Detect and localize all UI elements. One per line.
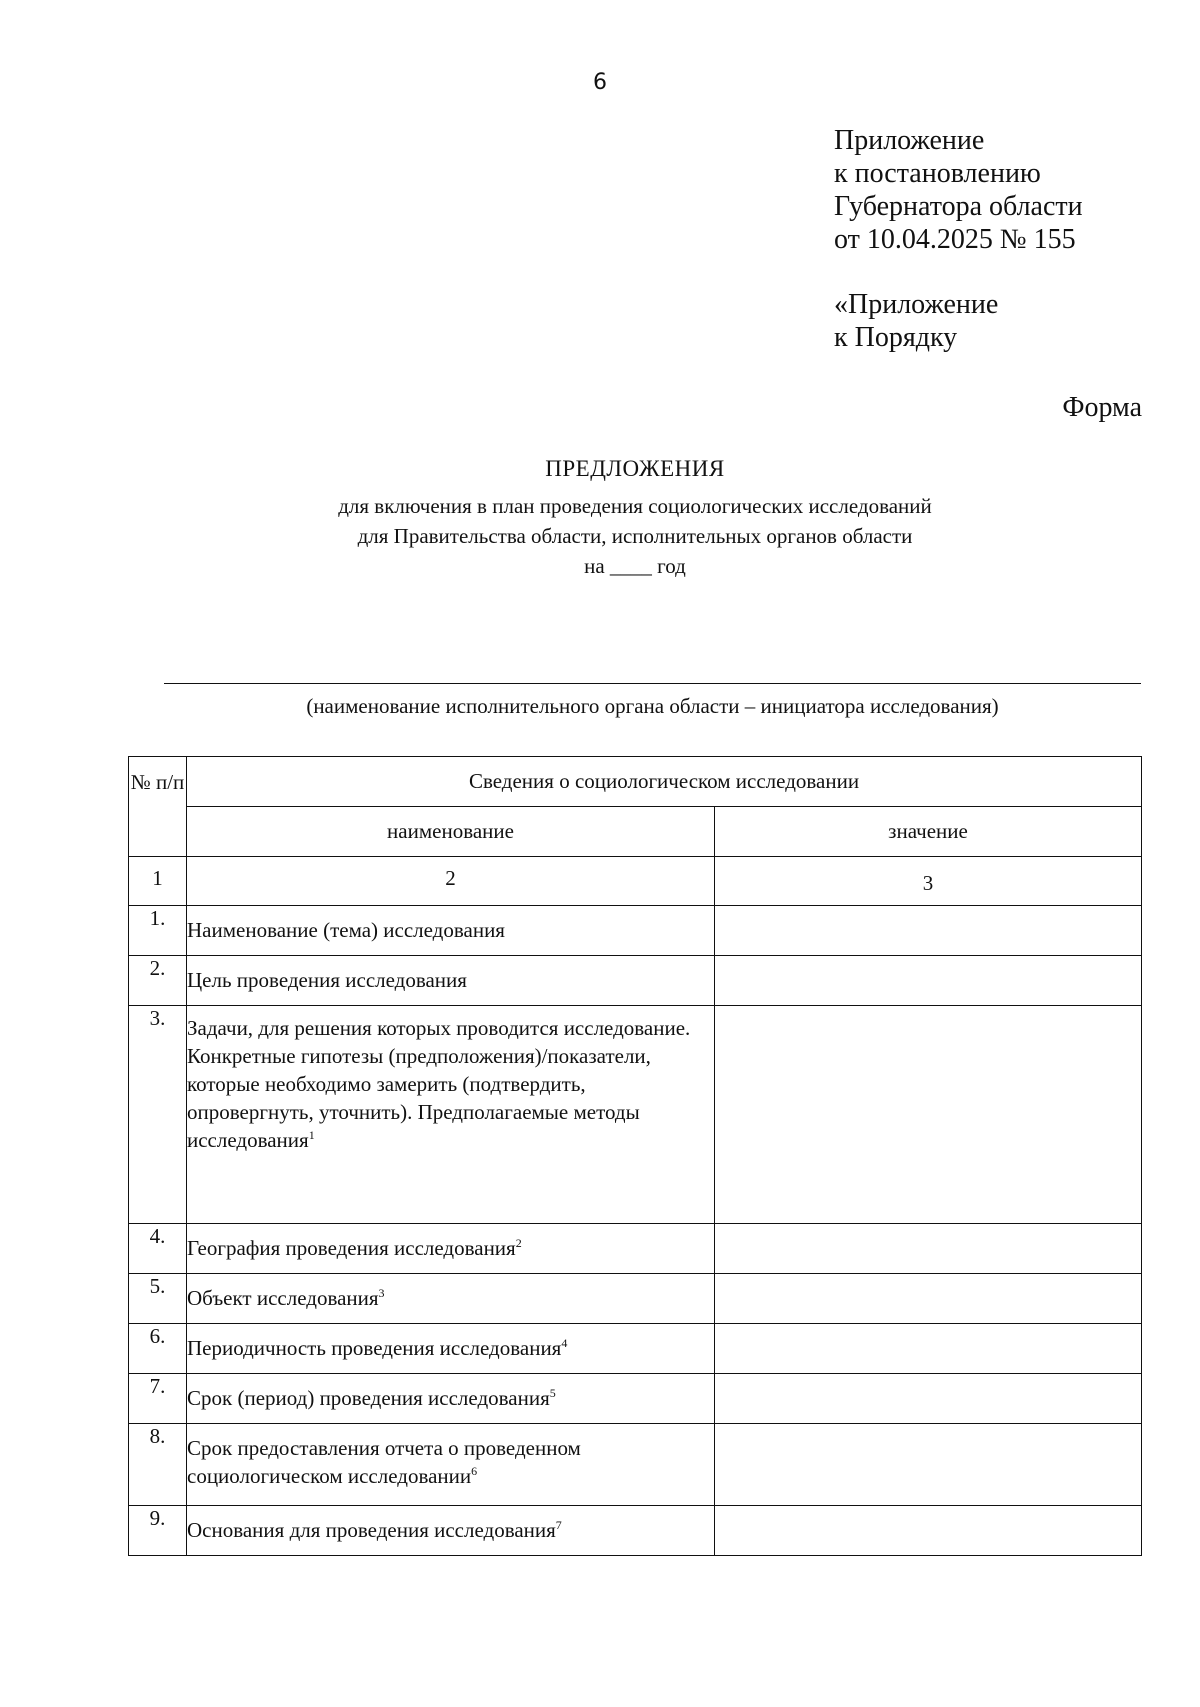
row-label: География проведения исследования$^2$ — [187, 1224, 715, 1274]
document-subtitle — [0, 491, 1200, 581]
table-row — [129, 1224, 1142, 1274]
approval-line: к постановлению — [834, 158, 1041, 189]
subtitle-line: для Правительства области, исполнительных органов области — [357, 524, 913, 548]
row-label: Задачи, для решения которых проводится исследование. Конкретные гипотезы (предположения)/показатели, которые необходимо замерить (подтвердить, опровергнуть, уточнить). Предполагаемые методы исследования$^1$ — [187, 1006, 715, 1224]
index-cell: 1 — [129, 857, 187, 906]
row-number: 4. — [129, 1224, 187, 1274]
page-number: 6 — [593, 70, 607, 95]
table-row — [129, 1324, 1142, 1374]
table-row — [129, 906, 1142, 956]
row-value[interactable] — [715, 1324, 1142, 1374]
footnote-marker: 1 — [308, 1128, 315, 1142]
row-number: 7. — [129, 1374, 187, 1424]
footnote-marker: 7 — [555, 1518, 562, 1532]
row-label: Наименование (тема) исследования — [187, 906, 715, 956]
footnote-marker: 6 — [471, 1464, 478, 1478]
table-row — [129, 1006, 1142, 1224]
row-value[interactable] — [715, 1224, 1142, 1274]
row-value[interactable] — [715, 906, 1142, 956]
row-label: Срок предоставления отчета о проведенном социологическом исследовании$^6$ — [187, 1424, 715, 1506]
index-cell: 2 — [187, 857, 715, 906]
row-number: 9. — [129, 1506, 187, 1556]
row-number: 3. — [129, 1006, 187, 1224]
header-name: наименование — [187, 807, 715, 857]
footnote-marker: 5 — [549, 1386, 556, 1400]
form-label: Форма — [1062, 392, 1142, 423]
header-group: Сведения о социологическом исследовании — [187, 757, 1142, 807]
row-number: 1. — [129, 906, 187, 956]
approval-line: от 10.04.2025 № 155 — [834, 224, 1076, 255]
header-value: значение — [715, 807, 1142, 857]
row-number: 8. — [129, 1424, 187, 1506]
row-value[interactable] — [715, 1274, 1142, 1324]
subtitle-line: для включения в план проведения социологических исследований — [338, 494, 932, 518]
table-row — [129, 1274, 1142, 1324]
appendix-line: к Порядку — [834, 322, 958, 353]
row-label: Цель проведения исследования — [187, 956, 715, 1006]
footnote-marker: 3 — [378, 1286, 385, 1300]
header-num: № п/п — [129, 757, 187, 857]
footnote-marker: 2 — [515, 1236, 522, 1250]
appendix-line: «Приложение — [834, 289, 999, 320]
row-label: Основания для проведения исследования$^7$ — [187, 1506, 715, 1556]
row-value[interactable] — [715, 1374, 1142, 1424]
row-label: Срок (период) проведения исследования$^5$ — [187, 1374, 715, 1424]
appendix-reference — [834, 288, 998, 354]
table-row — [129, 956, 1142, 1006]
org-name-caption: (наименование исполнительного органа области – инициатора исследования) — [306, 694, 999, 718]
row-value[interactable] — [715, 956, 1142, 1006]
row-number: 6. — [129, 1324, 187, 1374]
index-cell: 3 — [715, 857, 1142, 906]
row-label: Периодичность проведения исследования$^4$ — [187, 1324, 715, 1374]
approval-stamp — [834, 124, 1083, 256]
row-label: Объект исследования$^3$ — [187, 1274, 715, 1324]
row-number: 2. — [129, 956, 187, 1006]
footnote-marker: 4 — [561, 1336, 568, 1350]
document-title: ПРЕДЛОЖЕНИЯ — [545, 456, 725, 481]
org-name-fill-line — [164, 683, 1141, 684]
table-row — [129, 1506, 1142, 1556]
approval-line: Приложение — [834, 125, 985, 156]
research-proposal-table — [128, 756, 1142, 1556]
table-row — [129, 1374, 1142, 1424]
row-number: 5. — [129, 1274, 187, 1324]
row-value[interactable] — [715, 1006, 1142, 1224]
approval-line: Губернатора области — [834, 191, 1083, 222]
row-value[interactable] — [715, 1424, 1142, 1506]
table-row — [129, 1424, 1142, 1506]
subtitle-line: на ____ год — [584, 554, 686, 578]
row-value[interactable] — [715, 1506, 1142, 1556]
